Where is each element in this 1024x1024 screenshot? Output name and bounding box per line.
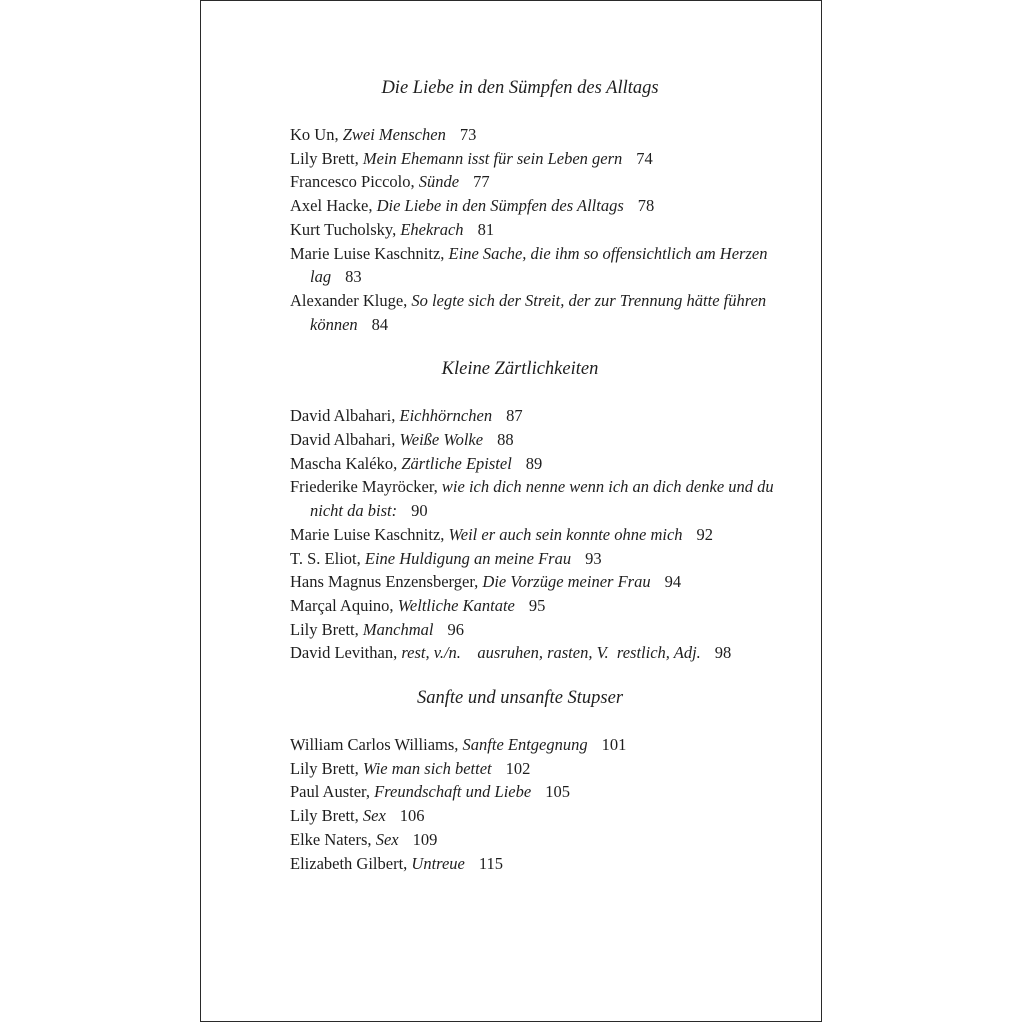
entry-page-number: 90 <box>411 501 428 521</box>
toc-entry <box>290 428 790 452</box>
entry-title: Eichhörnchen <box>399 406 493 426</box>
entry-title: Zwei Menschen <box>342 125 446 144</box>
entry-title: rest, v./n. ausruhen, rasten, V. restlich, Adj. <box>401 643 701 663</box>
entry-author: Marie Luise Kaschnitz, <box>290 243 449 263</box>
section-heading: Kleine Zärtlichkeiten <box>441 359 599 380</box>
entry-title: Freundschaft und Liebe <box>374 782 532 802</box>
section-heading: Die Liebe in den Sümpfen des Alltags <box>381 78 659 98</box>
toc-entry <box>290 547 790 571</box>
entry-title: Weltliche Kantate <box>397 595 515 615</box>
toc-entry <box>290 757 790 781</box>
toc-entry <box>290 523 790 547</box>
entry-title: Weil er auch sein konnte ohne mich <box>448 524 683 544</box>
entry-title: Die Vorzüge meiner Frau <box>482 572 651 592</box>
entry-list <box>290 123 790 336</box>
entry-page-number: 96 <box>447 619 464 639</box>
entry-author: Paul Auster, <box>290 782 375 802</box>
entry-page-number: 73 <box>459 125 477 144</box>
entry-page-number: 106 <box>399 806 425 826</box>
toc-entry <box>290 618 790 642</box>
entry-author: Francesco Piccolo, <box>290 172 419 192</box>
entry-title: Wie man sich bettet <box>362 758 492 778</box>
entry-author: Elke Naters, <box>290 829 376 849</box>
entry-author: William Carlos Williams, <box>290 735 463 755</box>
book-page <box>200 0 822 1022</box>
toc-entry <box>290 289 790 336</box>
entry-page-number: 83 <box>345 267 362 287</box>
entry-page-number: 77 <box>473 172 490 192</box>
toc-entry <box>290 733 790 757</box>
entry-page-number: 87 <box>506 406 523 426</box>
entry-author: Friederike Mayröcker, <box>290 477 442 497</box>
toc-entry <box>290 570 790 594</box>
entry-page-number: 109 <box>412 829 438 849</box>
entry-author: David Albahari, <box>290 406 400 426</box>
entry-author: T. S. Eliot, <box>290 548 365 568</box>
entry-page-number: 94 <box>664 572 682 592</box>
entry-title: Die Liebe in den Sümpfen des Alltags <box>376 196 624 216</box>
entry-title: So legte sich der Streit, der zur Trennung hätte führen können <box>310 290 771 334</box>
toc-entry <box>290 242 790 289</box>
entry-author: Mascha Kaléko, <box>290 453 402 473</box>
entry-page-number: 78 <box>637 196 655 216</box>
entry-title: Eine Sache, die ihm so offensichtlich am Herzen lag <box>310 243 772 287</box>
toc-entry <box>290 170 790 194</box>
toc-entry <box>290 194 790 218</box>
toc-entry <box>290 594 790 618</box>
entry-title: Sex <box>375 829 399 849</box>
entry-page-number: 102 <box>505 758 531 778</box>
entry-page-number: 115 <box>478 853 504 873</box>
toc-entry <box>290 475 790 522</box>
entry-page-number: 84 <box>371 314 389 334</box>
toc-entry <box>290 123 790 147</box>
entry-author: Alexander Kluge, <box>290 290 412 310</box>
toc-entry <box>290 641 790 665</box>
table-of-contents <box>290 73 790 875</box>
entry-author: Axel Hacke, <box>290 196 377 216</box>
toc-entry <box>290 452 790 476</box>
entry-page-number: 101 <box>601 735 627 755</box>
toc-entry <box>290 218 790 242</box>
toc-entry <box>290 852 790 876</box>
entry-title: wie ich dich nenne wenn ich an dich denke und du nicht da bist: <box>310 477 778 521</box>
entry-title: Zärtliche Epistel <box>401 453 512 473</box>
entry-title: Mein Ehemann isst für sein Leben gern <box>362 148 623 168</box>
entry-author: Lily Brett, <box>290 148 363 168</box>
entry-title: Sanfte Entgegnung <box>462 735 588 755</box>
entry-title: Sex <box>362 806 386 826</box>
entry-list <box>290 733 790 875</box>
entry-title: Untreue <box>411 853 465 873</box>
toc-entry <box>290 804 790 828</box>
entry-author: Elizabeth Gilbert, <box>290 853 412 873</box>
entry-author: Hans Magnus Enzensberger, <box>290 572 483 592</box>
toc-entry <box>290 828 790 852</box>
entry-page-number: 88 <box>497 430 514 450</box>
entry-page-number: 92 <box>696 524 714 544</box>
entry-title: Ehekrach <box>400 219 464 239</box>
entry-title: Sünde <box>418 172 460 192</box>
entry-title: Eine Huldigung an meine Frau <box>364 548 572 568</box>
entry-page-number: 105 <box>545 782 570 802</box>
entry-author: Lily Brett, <box>290 758 363 778</box>
entry-page-number: 93 <box>585 548 602 568</box>
entry-author: David Levithan, <box>290 643 402 663</box>
entry-author: Lily Brett, <box>290 619 363 639</box>
entry-page-number: 95 <box>528 595 546 615</box>
entry-page-number: 89 <box>525 453 543 473</box>
entry-author: Kurt Tucholsky, <box>290 219 401 239</box>
entry-author: David Albahari, <box>290 430 400 450</box>
entry-author: Marçal Aquino, <box>290 595 398 615</box>
entry-author: Lily Brett, <box>290 806 363 826</box>
toc-entry <box>290 404 790 428</box>
entry-title: Manchmal <box>362 619 434 639</box>
entry-title: Weiße Wolke <box>399 430 484 450</box>
entry-page-number: 74 <box>636 148 653 168</box>
entry-page-number: 98 <box>714 643 732 663</box>
toc-entry <box>290 147 790 171</box>
entry-author: Ko Un, <box>290 125 343 144</box>
entry-page-number: 81 <box>477 219 495 239</box>
entry-list <box>290 404 790 665</box>
toc-entry <box>290 780 790 804</box>
section-heading: Sanfte und unsanfte Stupser <box>416 688 624 709</box>
entry-author: Marie Luise Kaschnitz, <box>290 524 449 544</box>
